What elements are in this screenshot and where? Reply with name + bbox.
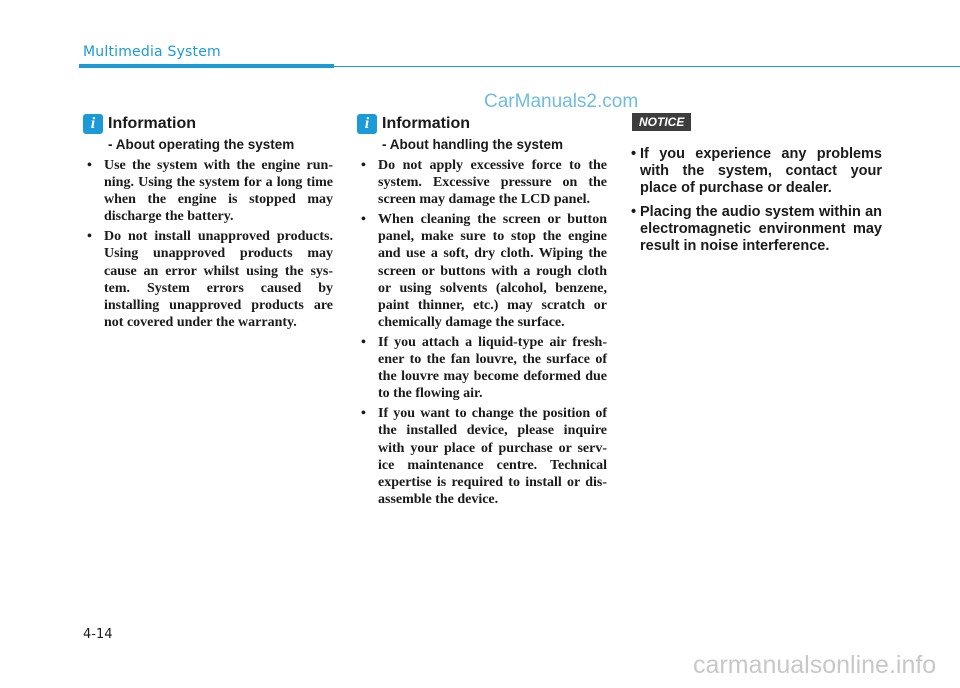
column-operating xyxy=(83,113,333,334)
list-item: • Do not install unapproved products. Using unapproved products may cause an error whilst using the sys-tem. System errors caused by installing unapproved products are not covered under the warranty. xyxy=(83,228,333,331)
list-item: • When cleaning the screen or button panel, make sure to stop the engine and use a soft, dry cloth. Wiping the screen or buttons with a rough cloth or using solvents (alcohol, benzene, paint thinner, etc.) may scratch or chemically damage the surface. xyxy=(357,211,607,331)
column-handling xyxy=(357,113,607,511)
bullet-list xyxy=(83,157,333,331)
notice-badge: NOTICE xyxy=(632,113,691,131)
list-item: • Placing the audio system within an electromagnetic environment may result in noise interference. xyxy=(632,204,882,255)
watermark-bottom: carmanualsonline.info xyxy=(693,651,937,679)
info-title: Information xyxy=(382,115,470,132)
bullet-list xyxy=(357,157,607,508)
info-title: Information xyxy=(108,115,196,132)
list-item: • Use the system with the engine run-ning. Using the system for a long time when the engine is stopped may discharge the battery. xyxy=(83,157,333,225)
list-item: • If you experience any problems with the system, contact your place of purchase or dealer. xyxy=(632,146,882,197)
list-item: • If you attach a liquid-type air fresh-ener to the fan louvre, the surface of the louvre may become deformed due to the flowing air. xyxy=(357,334,607,402)
header-rule-thick xyxy=(79,64,334,68)
watermark-top: CarManuals2.com xyxy=(484,91,639,112)
notice-list xyxy=(632,146,882,255)
info-heading xyxy=(83,113,333,135)
list-item: • Do not apply excessive force to the system. Excessive pressure on the screen may damage the LCD panel. xyxy=(357,157,607,208)
info-icon: i xyxy=(83,114,103,134)
list-item: • If you want to change the position of the installed device, please inquire with your place of purchase or serv-ice maintenance centre. Technical expertise is required to install or dis-assemble the device. xyxy=(357,405,607,508)
page-number: 4-14 xyxy=(83,627,113,642)
info-subtitle: - About operating the system xyxy=(108,137,295,152)
section-title: Multimedia System xyxy=(83,44,221,60)
info-icon: i xyxy=(357,114,377,134)
header-rule-thin xyxy=(334,66,960,67)
info-subtitle: - About handling the system xyxy=(382,137,564,152)
column-notice xyxy=(632,113,882,262)
info-heading xyxy=(357,113,607,135)
